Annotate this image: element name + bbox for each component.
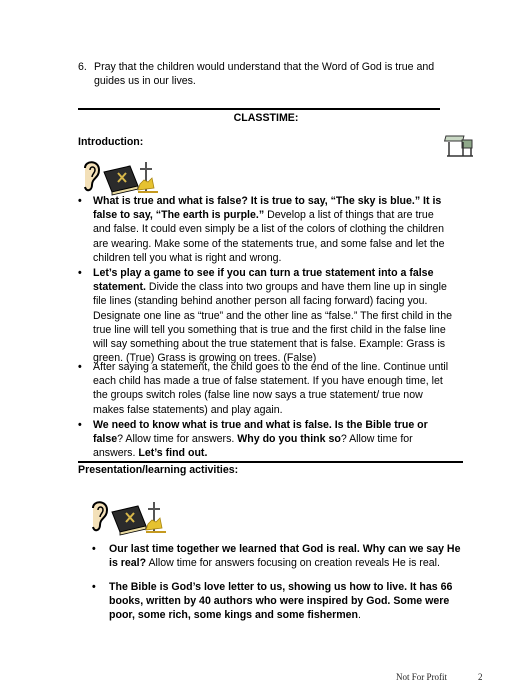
page-number: 2: [478, 672, 483, 682]
cross-icon: [138, 162, 158, 192]
bullet-text: .: [358, 609, 361, 622]
ear-bible-cross-icons: [80, 158, 162, 198]
bullet-bold: Why do you think so: [237, 433, 341, 446]
cross-icon: [146, 502, 166, 532]
ear-bible-cross-icons: [88, 498, 170, 538]
section-rule: [78, 461, 463, 463]
bullet-bold: Our last time together we learned that God is real. Why can we say He is real?: [109, 543, 461, 570]
bullet-text: Divide the class into two groups and have them line up in single file lines (standing behind another person all facing forward) facing you. Designate one line as “true” and the other line as “false.” The first child in the true line will tell you something that is true and the first child in the false line will say something about the true statement that is false. Example: Grass is green. (True) Grass is growing on trees. (False): [93, 281, 453, 365]
desk-icon: [444, 132, 476, 160]
document-page: 6. Pray that the children would understand that the Word of God is true and guides us in our lives. CLASSTIME: Introduction: • What is true and what is false? It is true to say, “The sky is blue.” It is false to say, “The earth is purple.” Develop a list of things that are true and false. It could even simply be a list of the colors of clothing the children are wearing. Make some of the statements true, and some false and let the children tell you what is right and wrong. • Let’s play a game to see if you can turn a true statement into a false statement. Divide the class into two groups and have them line up in single file lines (standing behind another person all facing forward) facing you. Designate one line as “true” and the other line as “false.” The first child in the true line will tell you something that is true and the first child in the false line will say something about the true statement that is false. Example: Grass is green. (True) Grass is growing on trees. (False) • After saying a statement, the child goes to the end of the line. Continue until each child has made a true of false statement. If you have enough time, let the groups switch roles (false line now says a true statement/ true now makes false statements) and play again. • We need to know what is true and what is false. Is the Bible true or false? Allow time for answers. Why do you think so? Allow time for answers. Let’s find out. Presentation/learning activities: • Our last time together we learned that God is real. Why can we say He is real? Allow time for answers focusing on creation reveals He is real. • The Bible is God’s love letter to us, showing us how to live. It has 66 books, written by 40 authors who were inspired by God. Some were poor, some rich, some kings and some fishermen. Not For Profit 2: [0, 0, 532, 688]
bullet-text: ? Allow time for answers.: [117, 433, 238, 446]
bullet-bold: Let’s find out.: [138, 447, 208, 460]
footer-label: Not For Profit: [396, 672, 448, 682]
bible-icon: [112, 506, 146, 535]
bullet-bold: We need to know what is true and what is false. Is the Bible true or false: [93, 419, 428, 446]
bullet-text: Allow time for answers focusing on creation reveals He is real.: [146, 557, 440, 570]
ear-icon: [93, 502, 107, 530]
introduction-heading: Introduction:: [78, 136, 144, 148]
item-number: 6.: [78, 61, 87, 73]
bullet-text: ? Allow time for answers.: [93, 433, 413, 460]
item-text: Pray that the children would understand that the Word of God is true and guides us in our lives.: [94, 61, 435, 87]
bullet-bold: The Bible is God’s love letter to us, showing us how to live. It has 66 books, written by 40 authors who were inspired by God. Some were poor, some rich, some kings and some fishermen: [109, 581, 453, 622]
classtime-title: CLASSTIME:: [233, 112, 299, 124]
bible-icon: [104, 166, 138, 195]
bullet-text: After saying a statement, the child goes to the end of the line. Continue until each child has made a true of false statement. If you have enough time, let the groups switch roles (false line now says a true statement/ true now makes false statements) and play again.: [93, 361, 449, 416]
bullet-bold: What is true and what is false? It is true to say, “The sky is blue.” It is false to say, “The earth is purple.”: [93, 195, 442, 222]
presentation-heading: Presentation/learning activities:: [78, 464, 239, 476]
ear-icon: [85, 162, 99, 190]
bullet-text: Develop a list of things that are true and false. It could even simply be a list of the colors of clothing the children are wearing. Make some of the statements true, and some false and let the children tell you what is right and wrong.: [93, 209, 445, 264]
section-rule: [78, 108, 440, 110]
bullet-bold: Let’s play a game to see if you can turn a true statement into a false statement.: [93, 267, 434, 294]
